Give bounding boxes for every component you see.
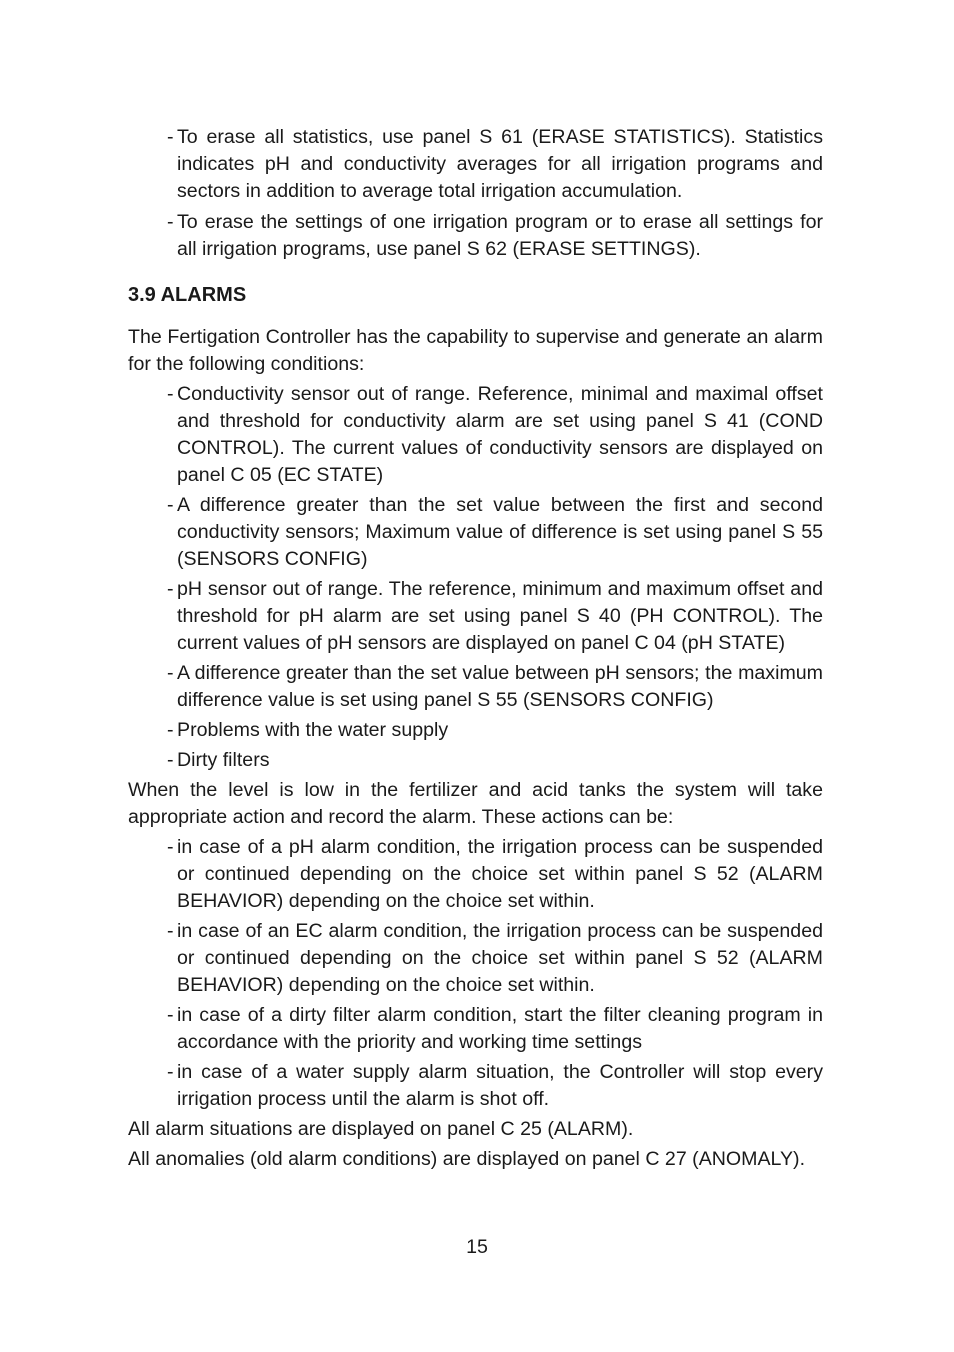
erase-bullet-list [128, 124, 823, 263]
list-item: - in case of an EC alarm condition, the irrigation process can be suspended or continued depending on the choice set within panel S 52 (ALARM BEHAVIOR) depending on the choice set within. [167, 918, 823, 999]
list-item: - in case of a water supply alarm situation, the Controller will stop every irrigation process until the alarm is shot off. [167, 1059, 823, 1113]
closing-line-alarms: All alarm situations are displayed on panel C 25 (ALARM). [128, 1117, 634, 1140]
alarm-conditions-list [128, 381, 823, 774]
page-content [128, 124, 823, 1173]
list-item: - in case of a pH alarm condition, the irrigation process can be suspended or continued depending on the choice set within panel S 52 (ALARM BEHAVIOR) depending on the choice set within. [167, 834, 823, 915]
actions-intro: When the level is low in the fertilizer and acid tanks the system will take appropriate action and record the alarm. These actions can be: [128, 778, 823, 828]
section-intro: The Fertigation Controller has the capability to supervise and generate an alarm for the following conditions: [128, 325, 823, 375]
list-item: - To erase the settings of one irrigation program or to erase all settings for all irrigation programs, use panel S 62 (ERASE SETTINGS). [167, 209, 823, 263]
list-item: - A difference greater than the set value between pH sensors; the maximum difference value is set using panel S 55 (SENSORS CONFIG) [167, 660, 823, 714]
list-item: - To erase all statistics, use panel S 61 (ERASE STATISTICS). Statistics indicates pH and conductivity averages for all irrigation programs and sectors in addition to average total irrigation accumulation. [167, 124, 823, 205]
section-heading: 3.9 ALARMS [128, 283, 247, 306]
alarm-actions-list [128, 834, 823, 1113]
list-item: - A difference greater than the set value between the first and second conductivity sensors; Maximum value of difference is set using panel S 55 (SENSORS CONFIG) [167, 492, 823, 573]
page-number: 15 [466, 1236, 488, 1258]
list-item: - Conductivity sensor out of range. Reference, minimal and maximal offset and threshold for conductivity alarm are set using panel S 41 (COND CONTROL). The current values of conductivity sensors are displayed on panel C 05 (EC STATE) [167, 381, 823, 489]
list-item: - Dirty filters [167, 747, 823, 774]
closing-line-anomalies: All anomalies (old alarm conditions) are displayed on panel C 27 (ANOMALY). [128, 1147, 806, 1170]
list-item: - pH sensor out of range. The reference, minimum and maximum offset and threshold for pH alarm are set using panel S 40 (PH CONTROL). The current values of pH sensors are displayed on panel C 04 (pH STATE) [167, 576, 823, 657]
list-item: - Problems with the water supply [167, 717, 823, 744]
list-item: - in case of a dirty filter alarm condition, start the filter cleaning program in accordance with the priority and working time settings [167, 1002, 823, 1056]
